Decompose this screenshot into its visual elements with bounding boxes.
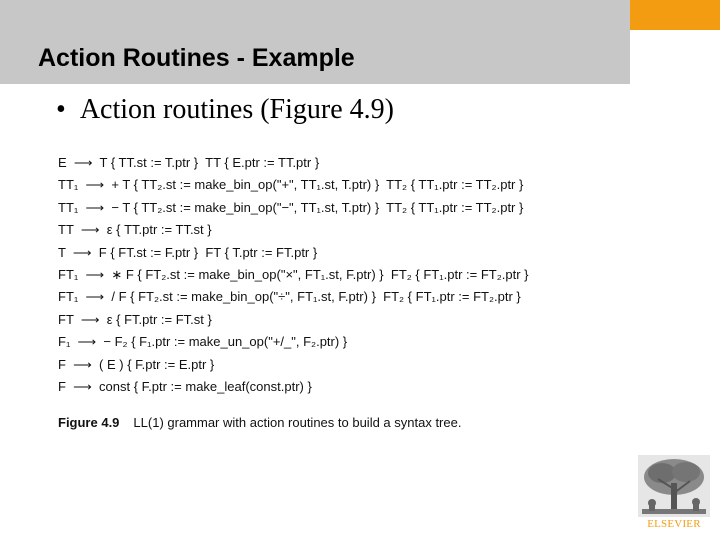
accent-bar: [630, 0, 720, 30]
slide-title: Action Routines - Example: [38, 44, 355, 72]
bullet-text: Action routines (Figure 4.9): [79, 94, 394, 125]
caption-text: LL(1) grammar with action routines to build a syntax tree.: [133, 415, 462, 430]
grammar-line: F ⟶ const { F.ptr := make_leaf(const.ptr) }: [58, 378, 312, 394]
bullet-marker: •: [56, 94, 66, 125]
grammar-line: F ⟶ ( E ) { F.ptr := E.ptr }: [58, 356, 215, 372]
grammar-line: T ⟶ F { FT.st := F.ptr } FT { T.ptr := FT.ptr }: [58, 244, 318, 260]
grammar-line: TT₁ ⟶ + T { TT₂.st := make_bin_op("+", TT₁.st, T.ptr) } TT₂ { TT₁.ptr := TT₂.ptr }: [58, 177, 524, 193]
grammar-line: F₁ ⟶ − F₂ { F₁.ptr := make_un_op("+/_", F₂.ptr) }: [58, 334, 348, 350]
logo-text: ELSEVIER: [647, 518, 701, 530]
grammar-line: TT₁ ⟶ − T { TT₂.st := make_bin_op("−", TT₁.st, T.ptr) } TT₂ { TT₁.ptr := TT₂.ptr }: [58, 199, 524, 215]
grammar-line: E ⟶ T { TT.st := T.ptr } TT { E.ptr := TT.ptr }: [58, 155, 320, 170]
figure-caption: [58, 415, 461, 430]
tree-logo-icon: [638, 455, 710, 517]
grammar-line: TT ⟶ ε { TT.ptr := TT.st }: [58, 222, 212, 238]
elsevier-logo: [638, 455, 710, 533]
grammar-line: FT₁ ⟶ ∗ F { FT₂.st := make_bin_op("×", FT₁.st, F.ptr) } FT₂ { FT₁.ptr := FT₂.ptr }: [58, 266, 529, 282]
bullet-item: [56, 94, 394, 126]
grammar-line: FT₁ ⟶ / F { FT₂.st := make_bin_op("÷", FT₁.st, F.ptr) } FT₂ { FT₁.ptr := FT₂.ptr }: [58, 289, 521, 305]
grammar-line: FT ⟶ ε { FT.ptr := FT.st }: [58, 311, 212, 327]
grammar-figure: [58, 152, 618, 398]
figure-label: Figure 4.9: [58, 415, 120, 430]
